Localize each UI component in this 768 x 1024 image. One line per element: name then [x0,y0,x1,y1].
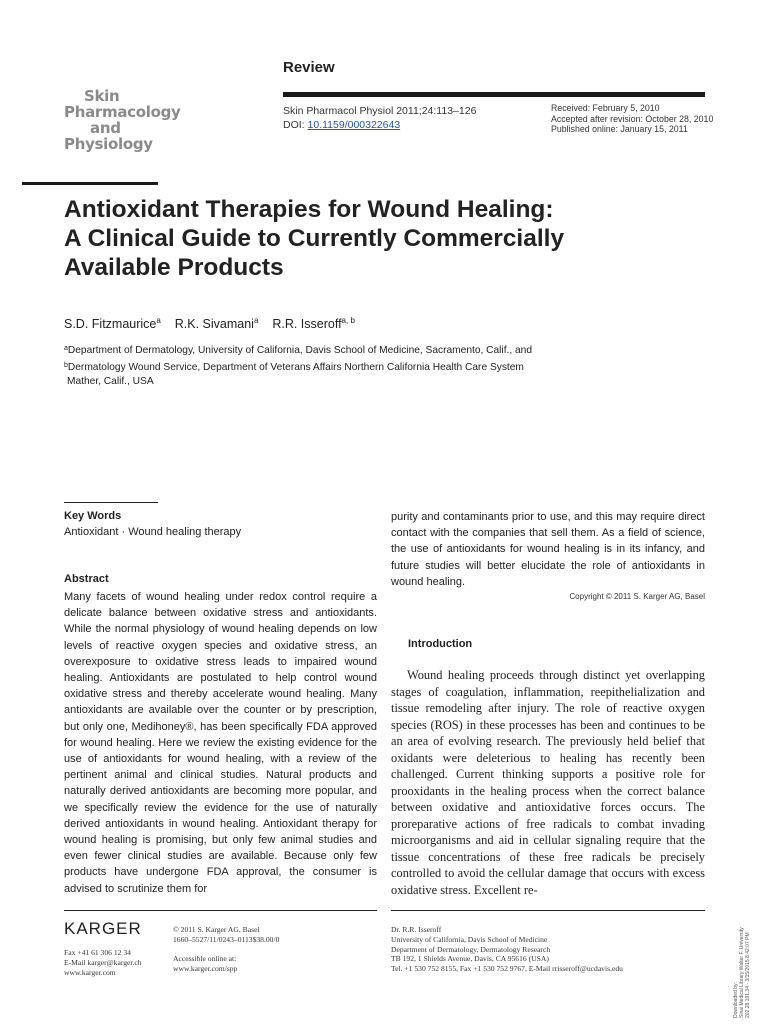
correspondence-line: TB 192, 1 Shields Avenue, Davis, CA 95616 (USA) [391,954,549,964]
header-rule [283,92,705,97]
author-name: S.D. Fitzmaurice [64,317,157,331]
introduction-heading: Introduction [408,638,473,650]
abstract-text: Many facets of wound healing under redox control require a delicate balance between oxidative stress and antioxidants. While the normal physiology of wound healing depends on low levels of reactive oxygen species and oxidative stress, an overexposure to oxidative stress leads to impaired wound healing. Antioxidants are postulated to help control wound oxidative stress and thereby accelerate wound healing. Many antioxidants are available over the counter or by prescription, but only one, Medihoney®, has been specifically FDA approved for wound healing. Here we review the existing evidence for the use of antioxidants for wound healing, with a review of the pertinent animal and clinical studies. Natural products and naturally derived antioxidants are becoming more popular, and we specifically review the evidence for the use of naturally derived antioxidants in wound healing. Antioxidant therapy for wound healing is promising, but only few animal studies and even fewer clinical studies are available. Because only few products have undergone FDA approval, the consumer is advised to scrutinize them for [64,591,377,895]
footer-rule-left [64,910,377,911]
logo-line-4: Physiology [64,135,153,153]
publisher-contact [64,948,142,977]
received-date: Received: February 5, 2010 [551,103,660,113]
affiliation: Mather, Calif., USA [67,376,154,387]
published-date: Published online: January 15, 2011 [551,124,688,134]
publisher-email[interactable]: E-Mail karger@karger.ch [64,957,142,967]
affiliation: $^a$Department of Dermatology, University of California, Davis School of Medicine, Sacramento, Calif., and [64,345,533,356]
copyright-line: © 2011 S. Karger AG, Basel [173,925,260,934]
section-label: Review [283,59,335,76]
correspondence-line: Dr. R.R. Isseroff [391,925,442,934]
article-copyright [173,925,279,974]
introduction-paragraph: Wound healing proceeds through distinct yet overlapping stages of coagulation, inflammation, reepithelialization and tissue remodeling after injury. The role of reactive oxygen species (ROS) in these processes has been and continues to be an area of evolving research. The previously held belief that oxidants were deleterious to healing has recently been challenged. Current thinking supports a positive role for prooxidants in the healing process when the correct balance between oxidative and antioxidative forces occurs. The proreparative actions of free radicals to combat invading microorganisms and aid in cellular signaling require that the tissue concentrations of these free radicals be precisely controlled to avoid the cellular damage that occurs with excess oxidative stress. Excellent re- [391,668,705,897]
abstract-heading: Abstract [64,573,109,585]
article-title [64,195,684,282]
correspondence-line: University of California, Davis School of Medicine [391,934,548,944]
doi-line [283,118,476,132]
author-name: R.R. Isseroff [272,317,342,331]
logo-line-1: Skin [84,87,120,105]
correspondence-line: Department of Dermatology, Dermatology Research [391,944,551,954]
keywords-heading: Key Words [64,510,122,522]
publisher-logo: KARGER [64,919,142,938]
publication-dates [551,103,713,135]
abstract-copyright: Copyright © 2011 S. Karger AG, Basel [569,592,705,601]
correspondence-address [391,925,623,974]
accepted-date: Accepted after revision: October 28, 2010 [551,113,714,124]
author-affil-mark: a, b [341,316,355,325]
abstract-continuation: purity and contaminants prior to use, and this may require direct contact with the companies that sell them. As a field of science, the use of antioxidants for wound healing is in its infancy, and future studies will better elucidate the role of antioxidants in wound healing. [391,511,705,588]
author-affil-mark: a [253,316,259,325]
author-affil-mark: a [156,316,161,325]
affiliation-mark: a [64,345,68,352]
doi-link[interactable]: 10.1159/000322643 [307,119,401,131]
doi-label: DOI: [283,119,308,131]
access-label: Accessible online at: [173,954,237,964]
affiliation: $^b$Dermatology Wound Service, Department of Veterans Affairs Northern California Health Care System [64,361,524,373]
title-line: Available Products [64,254,284,281]
publisher-fax: Fax +41 61 306 12 34 [64,948,131,957]
title-line: Antioxidant Therapies for Wound Healing: [64,196,554,223]
logo-line-3: and [90,119,121,137]
download-watermark: Downloaded by: Sinai Medical Library Walter F. University 202.28.191.34 - 3/15/2015 8:42:07 PM [733,927,752,1018]
author-list [64,316,355,331]
logo-line-2: Pharmacology [64,103,181,121]
correspondence-line: Tel. +1 530 752 8155, Fax +1 530 752 9767, E-Mail rrisseroff@ucdavis.edu [391,964,623,974]
publisher-website[interactable]: www.karger.com [64,967,116,977]
affiliation-mark: b [64,361,68,369]
journal-logo [64,88,244,152]
access-link[interactable]: www.karger.com/spp [173,964,238,974]
title-rule [22,182,158,185]
introduction-text [391,667,705,898]
keywords-rule [64,502,158,503]
citation-block [283,104,476,132]
issn-line: 1660–5527/11/0243–0113$38.00/0 [173,934,280,944]
citation: Skin Pharmacol Physiol 2011;24:113–126 [283,105,477,117]
keywords-text: Antioxidant · Wound healing therapy [64,526,242,538]
author-name: R.K. Sivamani [174,317,254,331]
affiliations [64,342,624,390]
footer-rule-right [391,910,705,911]
title-line: A Clinical Guide to Currently Commercially [64,225,565,252]
